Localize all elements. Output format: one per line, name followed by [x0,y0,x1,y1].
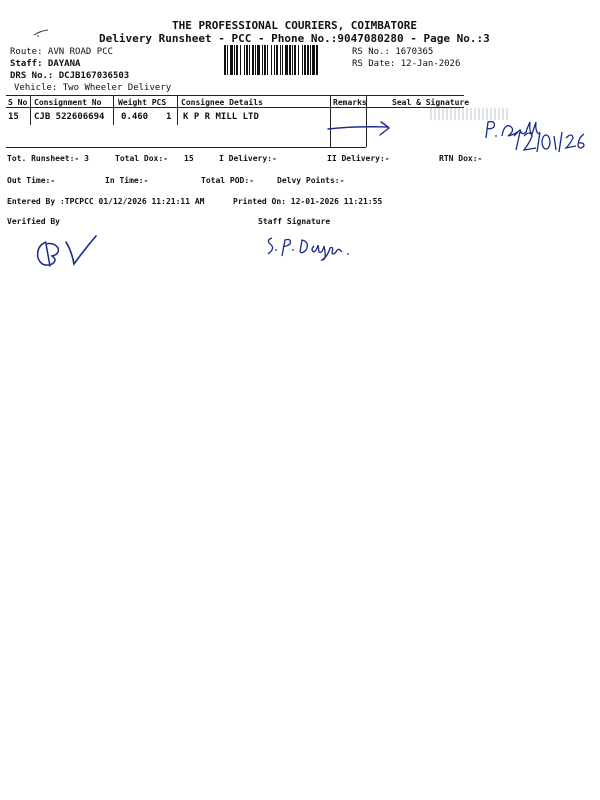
vehicle-label: Vehicle: Two Wheeler Delivery [14,83,172,93]
drs-number: DRS No.: DCJB167036503 [10,71,130,81]
seal-date [510,128,588,156]
total-dox: Total Dox:- [115,154,168,163]
row-consignee: K P R MILL LTD [183,112,259,122]
out-time: Out Time:- [7,176,56,185]
company-title: THE PROFESSIONAL COURIERS, COIMBATORE [172,19,418,32]
rtn-dox: RTN Dox:- [439,154,483,163]
rs-date: RS Date: 12-Jan-2026 [352,59,461,69]
header-seal: Seal & Signature [392,98,470,107]
pen-mark [32,28,52,38]
verified-by: Verified By [7,217,60,226]
ii-delivery: II Delivery:- [327,154,390,163]
entered-by: Entered By :TPCPCC 01/12/2026 11:21:11 AM [7,197,205,206]
total-dox-value: 15 [184,154,194,163]
header-consignment: Consignment No [34,98,102,107]
staff-signature-label: Staff Signature [258,217,331,226]
header-consignee: Consignee Details [181,98,263,107]
header-sno: S No [8,98,28,107]
row-consignment: CJB 522606694 [34,112,105,122]
col-divider [177,95,178,125]
staff-label: Staff: DAYANA [10,59,81,69]
i-delivery: I Delivery:- [219,154,277,163]
table-header-rule [6,107,464,108]
barcode-icon [224,45,350,75]
printed-on: Printed On: 12-01-2026 11:21:55 [233,197,383,206]
col-divider [113,95,114,125]
staff-signature [262,232,358,262]
table-top-rule [6,95,464,96]
rs-number: RS No.: 1670365 [352,47,434,57]
row-sno: 15 [8,112,19,122]
total-pod: Total POD:- [201,176,254,185]
runsheet-subtitle: Delivery Runsheet - PCC - Phone No.:9047080280 - Page No.:3 [99,32,490,45]
tot-runsheet: Tot. Runsheet:- 3 [7,154,89,163]
in-time: In Time:- [105,176,149,185]
verified-signature [32,232,104,274]
header-remarks: Remarks [333,98,367,107]
handwritten-arrow [324,120,396,138]
row-weight: 0.460 [121,112,149,122]
route-label: Route: AVN ROAD PCC [10,47,113,57]
header-weight-pcs: Weight PCS [118,98,167,107]
table-bottom-rule [6,147,366,148]
row-pcs: 1 [166,112,172,122]
delvy-points: Delvy Points:- [277,176,345,185]
col-divider [30,95,31,125]
